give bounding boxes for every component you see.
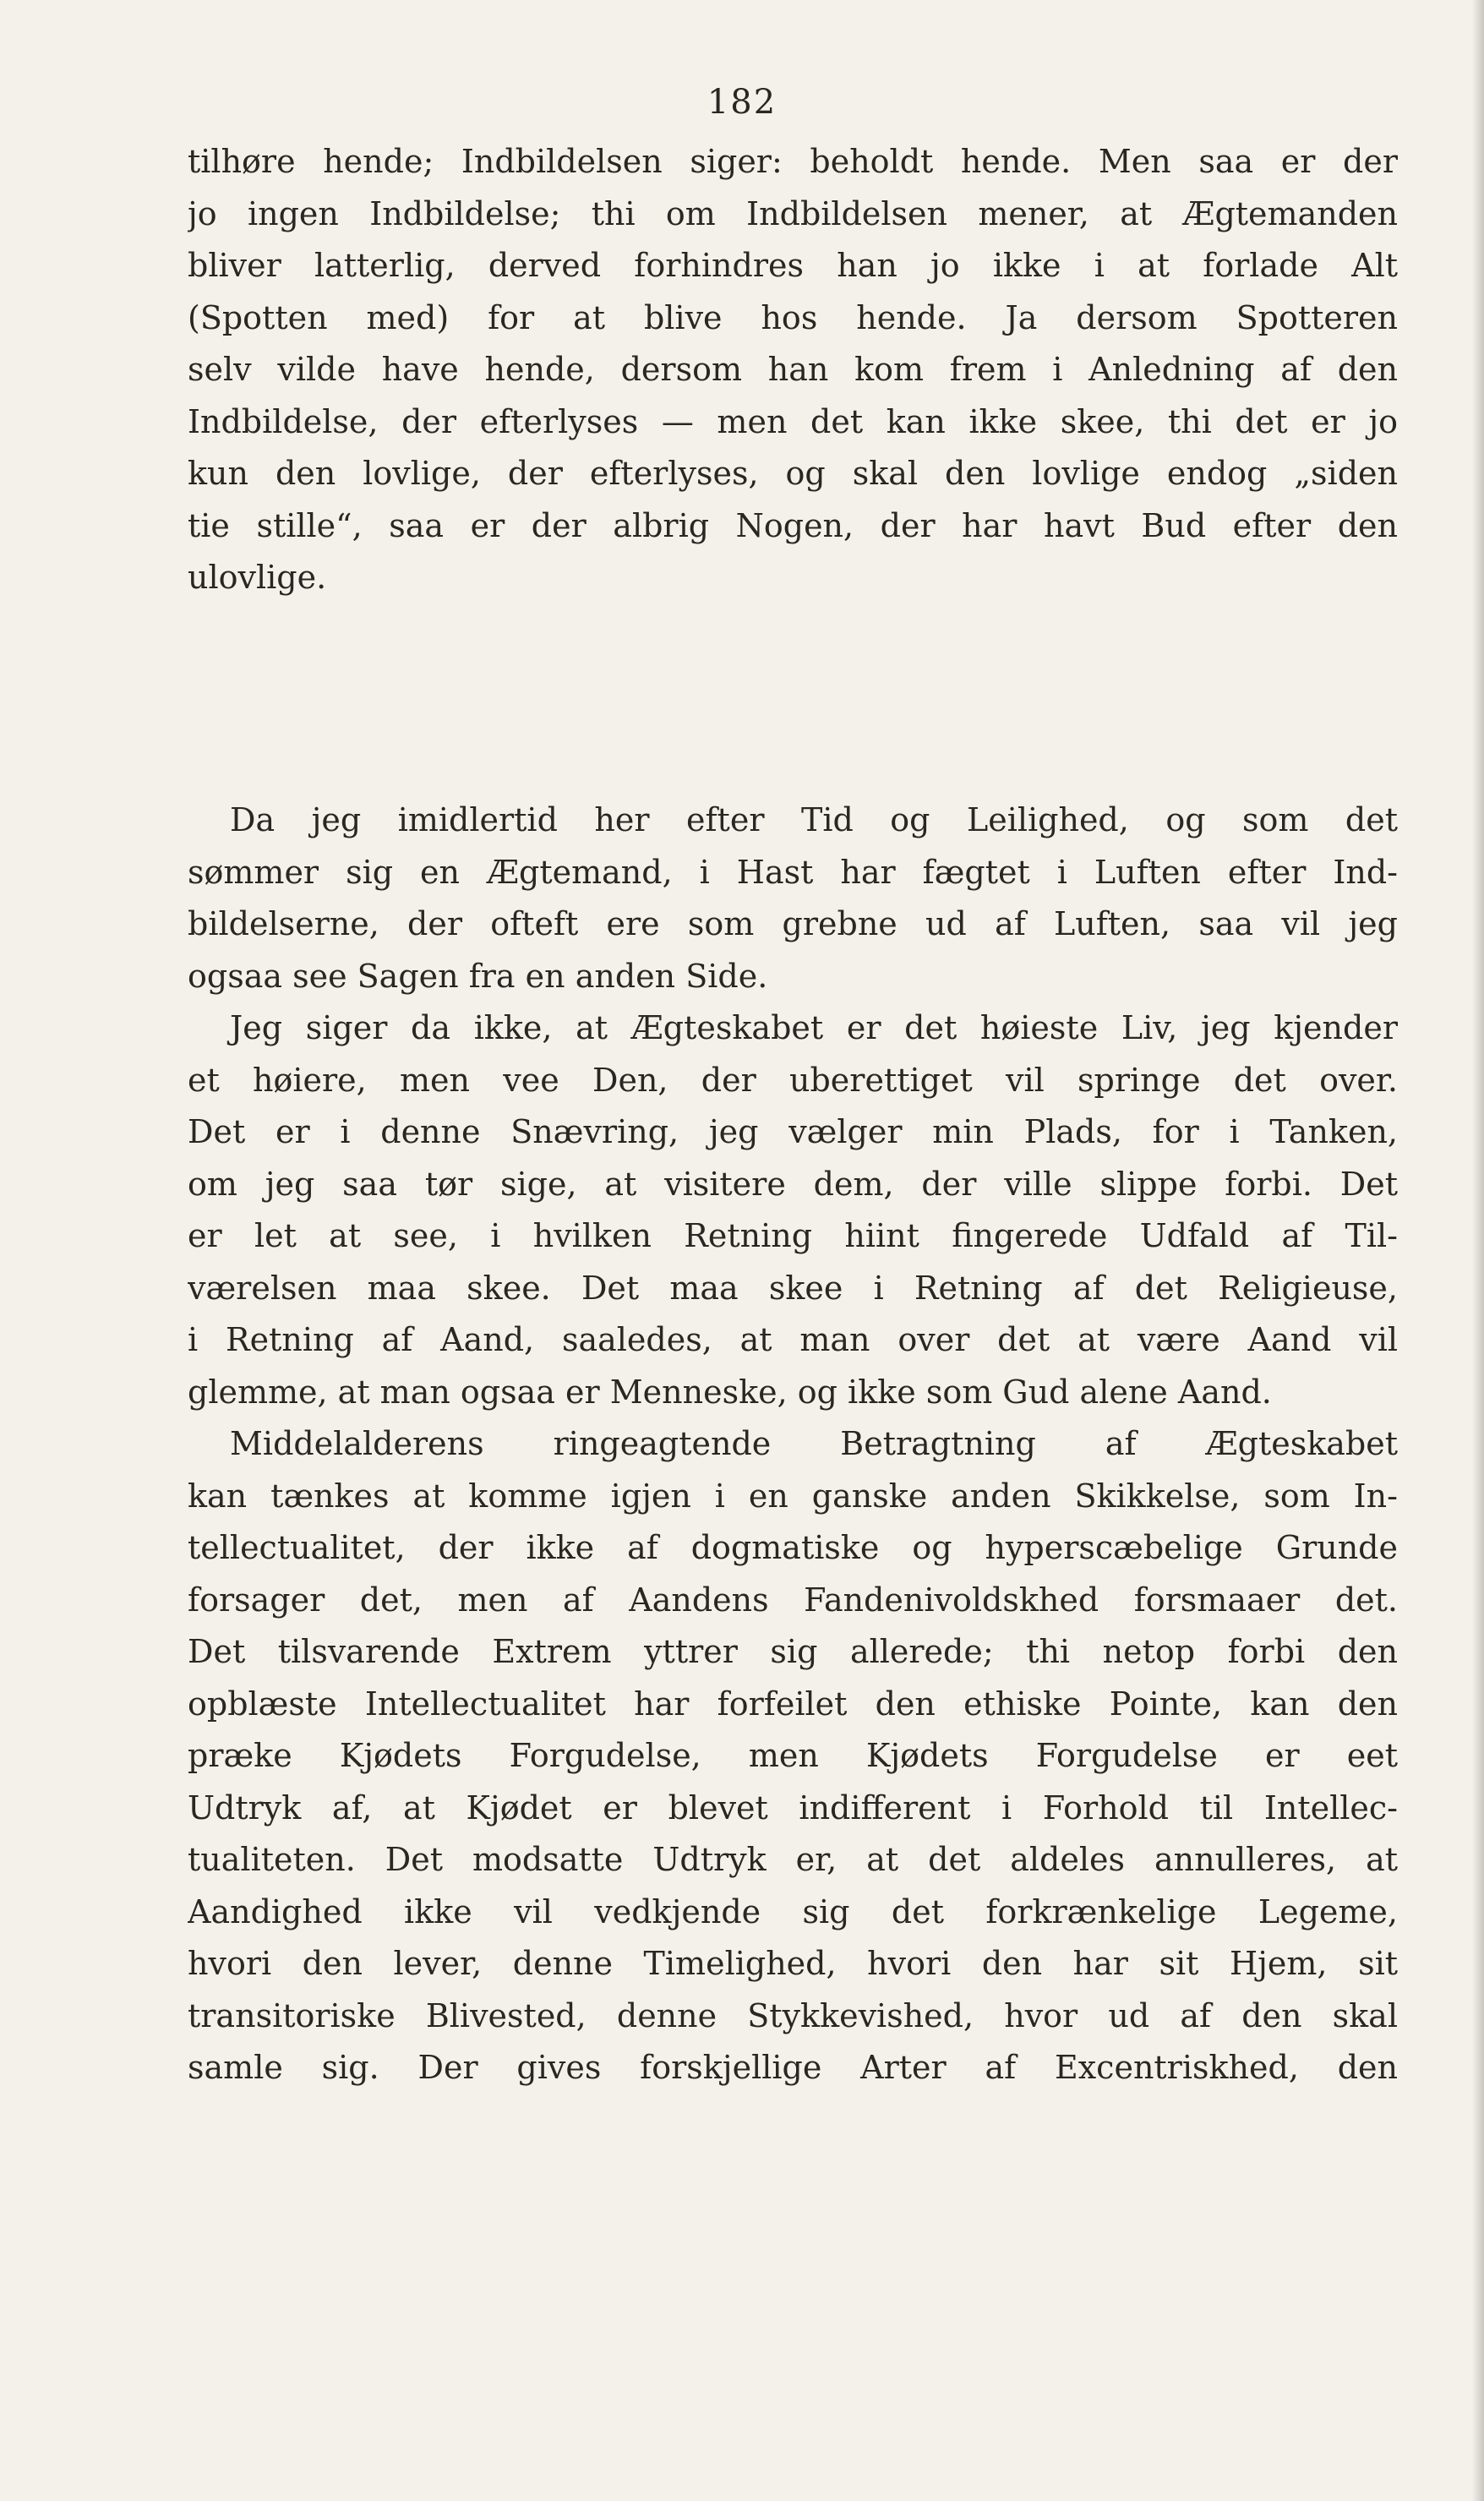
- text-line: om jeg saa tør sige, at visitere dem, der ville slippe forbi. Det: [188, 1165, 1398, 1203]
- text-line: Da jeg imidlertid her efter Tid og Leilighed, og som det: [230, 801, 1398, 838]
- paragraph-3: [188, 1002, 1398, 1418]
- text-line: præke Kjødets Forgudelse, men Kjødets Forgudelse er eet: [188, 1737, 1398, 1774]
- text-line: i Retning af Aand, saaledes, at man over det at være Aand vil: [188, 1321, 1398, 1358]
- text-line: Aandighed ikke vil vedkjende sig det forkrænkelige Legeme,: [188, 1892, 1398, 1930]
- text-line: sømmer sig en Ægtemand, i Hast har fægtet i Luften efter Ind-: [188, 853, 1398, 891]
- paragraph-1: [188, 136, 1398, 604]
- text-line: bliver latterlig, derved forhindres han jo ikke i at forlade Alt: [188, 247, 1398, 284]
- paragraph-4: [188, 1418, 1398, 2094]
- text-line: (Spotten med) for at blive hos hende. Ja dersom Spotteren: [188, 298, 1398, 336]
- page-edge-shadow: [1472, 0, 1484, 2501]
- text-line: tellectualitet, der ikke af dogmatiske og hyperscæbelige Grunde: [188, 1529, 1398, 1566]
- text-line: opblæste Intellectualitet har forfeilet den ethiske Pointe, kan den: [188, 1685, 1398, 1723]
- paragraph-2: [188, 795, 1398, 1002]
- text-line: er let at see, i hvilken Retning hiint fingerede Udfald af Til-: [188, 1217, 1398, 1254]
- text-line: forsager det, men af Aandens Fandenivoldskhed forsmaaer det.: [188, 1581, 1398, 1619]
- text-line: hvori den lever, denne Timelighed, hvori den har sit Hjem, sit: [188, 1945, 1398, 1982]
- text-line: et høiere, men vee Den, der uberettiget vil springe det over.: [188, 1061, 1398, 1099]
- text-line: kan tænkes at komme igjen i en ganske anden Skikkelse, som In-: [188, 1477, 1398, 1515]
- text-line: bildelserne, der ofteft ere som grebne ud af Luften, saa vil jeg: [188, 905, 1398, 942]
- text-line: glemme, at man ogsaa er Menneske, og ikke som Gud alene Aand.: [188, 1373, 1272, 1411]
- text-line: Middelalderens ringeagtende Betragtning af Ægteskabet: [230, 1425, 1398, 1462]
- text-line: transitoriske Blivested, denne Stykkevished, hvor ud af den skal: [188, 1996, 1398, 2034]
- text-line: ulovlige.: [188, 559, 327, 596]
- text-line: tilhøre hende; Indbildelsen siger: beholdt hende. Men saa er der: [188, 143, 1398, 180]
- text-line: selv vilde have hende, dersom han kom frem i Anledning af den: [188, 351, 1398, 388]
- text-line: ogsaa see Sagen fra en anden Side.: [188, 957, 768, 995]
- text-line: jo ingen Indbildelse; thi om Indbildelsen mener, at Ægtemanden: [188, 194, 1398, 232]
- text-line: Det er i denne Snævring, jeg vælger min Plads, for i Tanken,: [188, 1113, 1398, 1150]
- text-line: kun den lovlige, der efterlyses, og skal den lovlige endog „siden: [188, 455, 1398, 492]
- text-line: Det tilsvarende Extrem yttrer sig allerede; thi netop forbi den: [188, 1633, 1398, 1670]
- text-line: tualiteten. Det modsatte Udtryk er, at det aldeles annulleres, at: [188, 1841, 1398, 1878]
- text-line: Jeg siger da ikke, at Ægteskabet er det høieste Liv, jeg kjender: [230, 1009, 1398, 1046]
- text-line: værelsen maa skee. Det maa skee i Retning af det Religieuse,: [188, 1269, 1398, 1307]
- page-number: 182: [707, 83, 777, 122]
- text-line: Udtryk af, at Kjødet er blevet indifferent i Forhold til Intellec-: [188, 1788, 1398, 1827]
- text-line: samle sig. Der gives forskjellige Arter af Excentriskhed, den: [188, 2049, 1398, 2086]
- text-line: Indbildelse, der efterlyses — men det kan ikke skee, thi det er jo: [188, 402, 1398, 440]
- text-line: tie stille“, saa er der albrig Nogen, der har havt Bud efter den: [188, 506, 1398, 544]
